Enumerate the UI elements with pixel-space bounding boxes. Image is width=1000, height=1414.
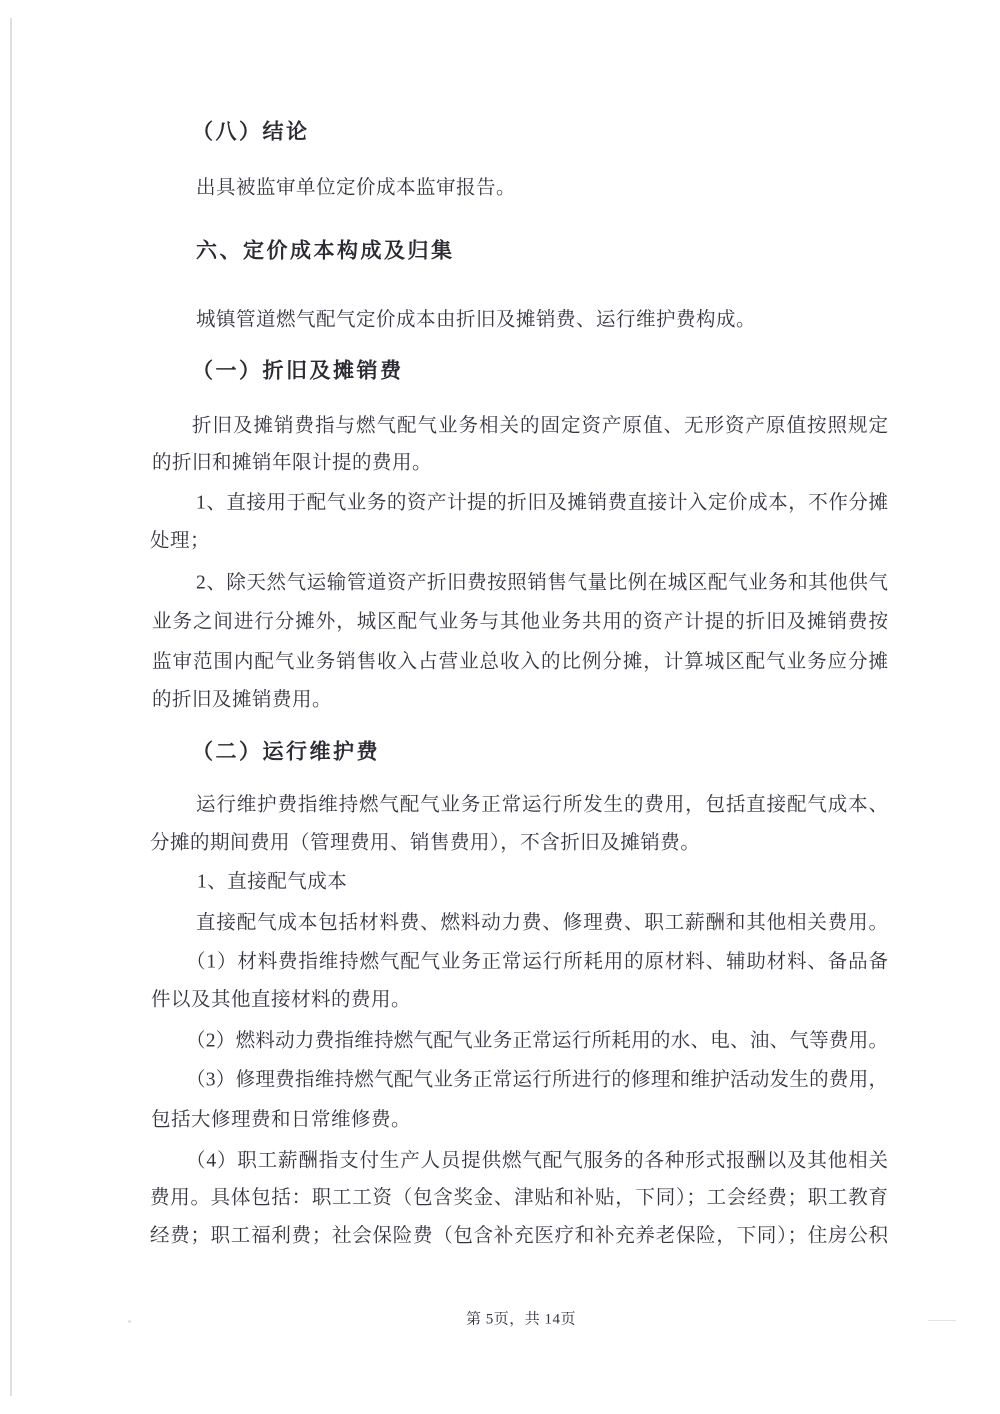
text-line: 处理； <box>150 530 211 552</box>
text-line: 的折旧及摊销费用。 <box>152 689 333 711</box>
text-line: 城镇管道燃气配气定价成本由折旧及摊销费、运行维护费构成。 <box>196 309 757 331</box>
text-line: 2、除天然气运输管道资产折旧费按照销售气量比例在城区配气业务和其他供气 <box>196 572 888 594</box>
text-line: 费用。具体包括：职工工资（包含奖金、津贴和补贴，下同）；工会经费；职工教育 <box>150 1187 888 1209</box>
text-line: 直接配气成本包括材料费、燃料动力费、修理费、职工薪酬和其他相关费用。 <box>196 912 888 934</box>
section-heading: （一）折旧及摊销费 <box>192 359 404 383</box>
text-line: 1、直接用于配气业务的资产计提的折旧及摊销费直接计入定价成本，不作分摊 <box>196 492 888 514</box>
section-heading: （二）运行维护费 <box>192 740 380 764</box>
text-line: （4）职工薪酬指支付生产人员提供燃气配气服务的各种形式报酬以及其他相关 <box>186 1150 888 1172</box>
text-line: 折旧及摊销费指与燃气配气业务相关的固定资产原值、无形资产原值按照规定 <box>192 415 888 437</box>
page-footer <box>152 1308 890 1329</box>
text-line: 经费；职工福利费；社会保险费（包含补充医疗和补充养老保险，下同）；住房公积 <box>150 1225 888 1247</box>
section-heading: （八）结论 <box>192 120 310 144</box>
text-line: 业务之间进行分摊外，城区配气业务与其他业务共用的资产计提的折旧及摊销费按 <box>152 611 888 633</box>
text-line: 包括大修理费和日常维修费。 <box>151 1109 412 1131</box>
text-line: 件以及其他直接材料的费用。 <box>151 989 412 1011</box>
text-line: 监审范围内配气业务销售收入占营业总收入的比例分摊，计算城区配气业务应分摊 <box>152 651 888 673</box>
section-heading: 六、定价成本构成及归集 <box>196 239 455 263</box>
text-line: 分摊的期间费用（管理费用、销售费用），不含折旧及摊销费。 <box>150 832 701 854</box>
text-line: （3）修理费指维持燃气配气业务正常运行所进行的修理和维护活动发生的费用， <box>186 1069 888 1091</box>
text-line: （2）燃料动力费指维持燃气配气业务正常运行所耗用的水、电、油、气等费用。 <box>186 1030 888 1052</box>
page-number-label: 第 5页，共 14页 <box>465 1311 576 1328</box>
text-line: （1）材料费指维持燃气配气业务正常运行所耗用的原材料、辅助材料、备品备 <box>186 951 888 973</box>
text-line: 1、直接配气成本 <box>197 871 348 893</box>
text-line: 的折旧和摊销年限计提的费用。 <box>152 452 433 474</box>
text-line: 出具被监审单位定价成本监审报告。 <box>196 177 517 199</box>
text-line: 运行维护费指维持燃气配气业务正常运行所发生的费用，包括直接配气成本、 <box>196 794 888 816</box>
